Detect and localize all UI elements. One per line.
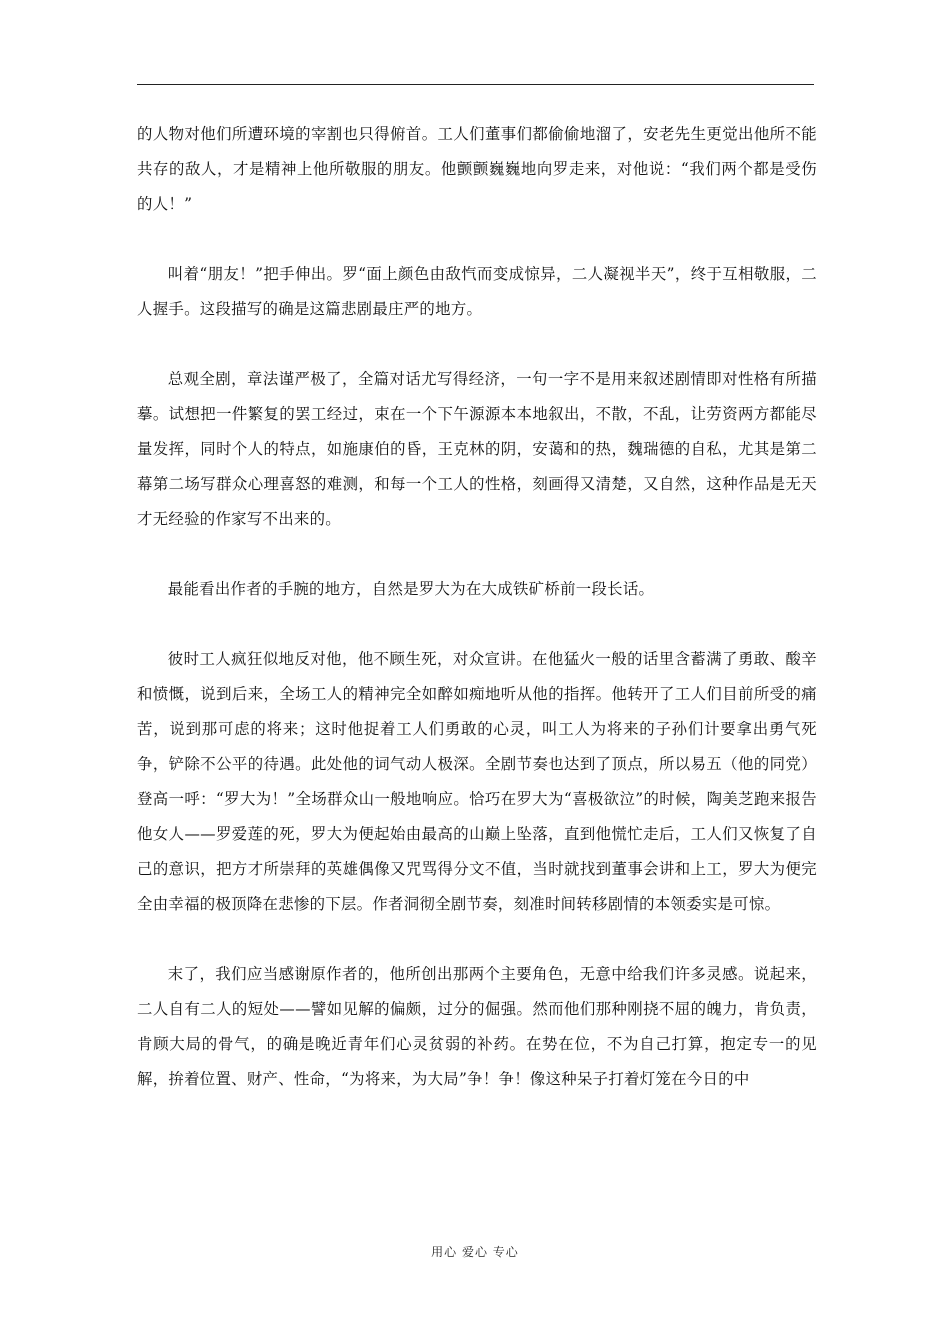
page-footer: 用心 爱心 专心: [431, 1245, 519, 1259]
paragraph: 总观全剧，章法谨严极了，全篇对话尤写得经济，一句一字不是用来叙述剧情即对性格有所描摹。试想把一件繁复的罢工经过，束在一个下午源源本本地叙出，不散，不乱，让劳资两方都能尽量发挥，同时个人的特点，如施康伯的昏，王克林的阴，安蔼和的热，魏瑞德的自私，尤其是第二幕第二场写群众心理喜怒的难测，和每一个工人的性格，刻画得又清楚，又自然，这种作品是无天才无经验的作家写不出来的。: [137, 370, 817, 528]
paragraph: 最能看出作者的手腕的地方，自然是罗大为在大成铁矿桥前一段长话。: [167, 580, 655, 598]
paragraph: 叫着“朋友！”把手伸出。罗“面上颜色由敌忾而变成惊异，二人凝视半天”，终于互相敬服，二人握手。这段描写的确是这篇悲剧最庄严的地方。: [137, 265, 817, 318]
header-rule: [137, 84, 814, 85]
document-body: [137, 117, 817, 1097]
paragraph: 末了，我们应当感谢原作者的，他所创出那两个主要角色，无意中给我们许多灵感。说起来，二人自有二人的短处——譬如见解的偏颇，过分的倔强。然而他们那种刚挠不屈的魄力，肯负责，肯顾大局的骨气，的确是晚近青年们心灵贫弱的补药。在势在位，不为自己打算，抱定专一的见解，拚着位置、财产、性命，“为将来，为大局”争！争！像这种呆子打着灯笼在今日的中: [137, 965, 817, 1088]
paragraph: 彼时工人疯狂似地反对他，他不顾生死，对众宣讲。在他猛火一般的话里含蓄满了勇敢、酸辛和愤慨，说到后来，全场工人的精神完全如醉如痴地听从他的指挥。他转开了工人们目前所受的痛苦，说到那可虑的将来；这时他捉着工人们勇敢的心灵，叫工人为将来的子孙们计要拿出勇气死争，铲除不公平的待遇。此处他的词气动人极深。全剧节奏也达到了顶点，所以易五（他的同党）登高一呼：“罗大为！”全场群众山一般地响应。恰巧在罗大为“喜极欲泣”的时候，陶美芝跑来报告他女人——罗爱莲的死，罗大为便起始由最高的山巅上坠落，直到他慌忙走后，工人们又恢复了自己的意识，把方才所崇拜的英雄偶像又咒骂得分文不值，当时就找到董事会讲和上工，罗大为便完全由幸福的极顶降在悲惨的下层。作者洞彻全剧节奏，刻准时间转移剧情的本领委实是可惊。: [137, 650, 817, 913]
paragraph-continued: 的人物对他们所遭环境的宰割也只得俯首。工人们董事们都偷偷地溜了，安老先生更觉出他所不能共存的敌人，才是精神上他所敬服的朋友。他颤颤巍巍地向罗走来，对他说：“我们两个都是受伤的人！”: [137, 125, 817, 213]
